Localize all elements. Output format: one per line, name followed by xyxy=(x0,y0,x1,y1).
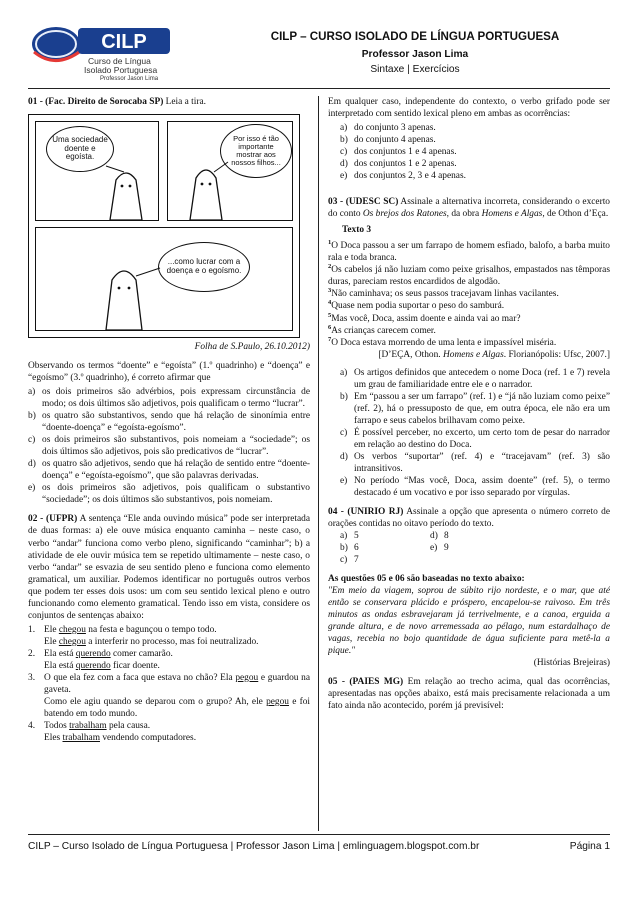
q04-option xyxy=(430,542,520,554)
sentence-2 xyxy=(44,696,310,720)
option-text: dos conjuntos 1 e 2 apenas. xyxy=(354,159,457,170)
text3-source-book: Homens e Algas xyxy=(442,349,504,360)
q04-option-row xyxy=(328,530,610,542)
underlined-verb: querendo xyxy=(75,648,111,659)
q01-intro-text: Leia a tira. xyxy=(165,97,206,107)
set-number: 3. xyxy=(28,672,36,683)
q03-intro-title: Os brejos dos Ratones xyxy=(362,209,447,220)
q02-head: 02 - (UFPR) xyxy=(28,514,78,525)
sentence-part: Eles xyxy=(44,733,63,743)
option-letter: e) xyxy=(340,171,348,182)
option-value: 5 xyxy=(354,531,359,542)
option-letter: d) xyxy=(430,531,438,542)
text3-lines xyxy=(328,240,610,348)
sentence-part: Como ele agiu quando se deparou com o grupo? Ah, ele xyxy=(44,696,267,707)
set-number: 4. xyxy=(28,720,36,731)
q05-body xyxy=(328,676,610,712)
line-text: O Doca estava morrendo de uma lenta e impassível miséria. xyxy=(331,337,557,348)
sentence-1 xyxy=(44,648,310,660)
q02-option xyxy=(328,122,610,134)
q02-cont-body: Em qualquer caso, independente do contexto, o verbo grifado pode ser interpretado com sentido lexical pleno em ambas as ocorrências: xyxy=(328,97,610,120)
q02-option xyxy=(328,134,610,146)
set-sentences xyxy=(44,672,310,720)
line-ref: 7 xyxy=(328,335,332,343)
sentence-part: Ela está xyxy=(44,660,76,671)
text3-line xyxy=(328,313,610,325)
q03-option xyxy=(328,427,610,451)
option-text: É possível perceber, no excerto, um certo tom de pesar do narrador em relação ao destino do Doca. xyxy=(354,427,610,450)
sentence-part: a interferir no processo, mas foi neutralizado. xyxy=(85,636,259,647)
underlined-verb: querendo xyxy=(75,660,111,671)
option-text: os dois primeiros são advérbios, pois expressam circunstância de modo; os dois últimos são adjetivos, pois qualificam o termo “lucrar”. xyxy=(42,387,310,410)
header-title: CILP – CURSO ISOLADO DE LÍNGUA PORTUGUESA xyxy=(270,30,560,43)
q01-intro xyxy=(28,96,310,108)
option-text: do conjunto 4 apenas. xyxy=(354,135,436,146)
underlined-verb: trabalham xyxy=(62,733,100,743)
q04-option xyxy=(430,530,520,542)
q01-option xyxy=(28,458,310,482)
q01-option xyxy=(28,482,310,506)
sentence-part: Ela está xyxy=(44,648,76,659)
sentence-set xyxy=(28,648,310,672)
q02-cont-options xyxy=(328,122,610,182)
sentence-set xyxy=(28,720,310,744)
option-text: Os artigos definidos que antecedem o nome Doca (ref. 1 e 7) revela um grau de familiaridade entre ele e o narrador. xyxy=(354,367,610,390)
set-sentences xyxy=(44,624,310,648)
text3-source xyxy=(328,349,610,361)
sentence-part: ficar doente. xyxy=(110,660,160,671)
set-number: 2. xyxy=(28,648,36,659)
underlined-verb: chegou xyxy=(58,624,86,635)
q05-quote: "Em meio da viagem, soprou de súbito rijo nordeste, e o mar, que até então se conservara plácido e próspero, encapelou-se raivoso. Em três minutos as ondas esbravejaram já terrivelmente, e a canoa, erguida a grande altura, e de novo arremessada ao pélago, num estardalhaço de vagas, recebia no bojo quantidade de água suficiente para metê-la a pique." xyxy=(328,586,610,657)
sentence-part: comer camarão. xyxy=(110,648,173,659)
line-ref: 4 xyxy=(328,299,332,307)
underlined-verb: pegou xyxy=(266,696,289,707)
page-header xyxy=(30,20,618,82)
text3-source-b: . Florianópolis: Ufsc, 2007.] xyxy=(503,349,610,360)
q05-body-text: Em relação ao trecho acima, qual das ocorrências, apresentadas nas opções abaixo, está mais precisamente relacionada a um fato ainda não acontecido, porém já previsível: xyxy=(328,677,610,712)
footer-text: CILP – Curso Isolado de Língua Portuguesa | Professor Jason Lima | emlinguagem.blogspot.com.br xyxy=(28,841,480,852)
option-letter: a) xyxy=(340,123,348,134)
comic-bubble-2: Por isso é tão importante mostrar aos nossos filhos... xyxy=(220,124,292,178)
underlined-verb: pegou xyxy=(235,672,259,683)
q03-intro xyxy=(328,196,610,220)
option-value: 6 xyxy=(354,543,359,554)
option-letter: a) xyxy=(340,367,348,378)
sentence-2 xyxy=(44,732,310,744)
line-text: Não caminhava; os seus passos tracejavam linhas vacilantes. xyxy=(331,289,559,300)
q03-intro-b: , da obra xyxy=(446,209,482,220)
character-icon xyxy=(36,228,293,331)
page-number: Página 1 xyxy=(569,841,610,852)
option-value: 7 xyxy=(354,555,359,566)
option-text: dos conjuntos 2, 3 e 4 apenas. xyxy=(354,171,466,182)
q04-options xyxy=(328,530,610,566)
option-letter: c) xyxy=(340,427,348,438)
text3-line xyxy=(328,325,610,337)
logo-wordmark: CILP xyxy=(101,31,147,53)
comic-panel-3 xyxy=(35,227,293,331)
text3-title: Texto 3 xyxy=(342,225,372,236)
option-letter: e) xyxy=(28,483,36,494)
option-letter xyxy=(430,554,444,566)
q04-option xyxy=(430,554,520,566)
option-letter: d) xyxy=(340,159,348,170)
q03-option xyxy=(328,451,610,475)
line-text: As crianças carecem comer. xyxy=(331,325,436,336)
q04-option-row xyxy=(328,554,610,566)
footer-divider xyxy=(28,834,610,835)
cilp-logo xyxy=(30,22,180,80)
q03-option xyxy=(328,367,610,391)
sentence-part: na festa e bagunçou o tempo todo. xyxy=(85,624,217,635)
q04-body xyxy=(328,506,610,530)
option-value: 8 xyxy=(444,531,449,542)
q02-body xyxy=(28,513,310,621)
q03-option xyxy=(328,475,610,499)
q03-intro-c: , de Othon d’Eça. xyxy=(542,209,609,220)
line-text: Quase nem podia suportar o peso do samburá. xyxy=(331,301,505,312)
column-divider xyxy=(318,96,319,831)
text3-source-a: [D’EÇA, Othon. xyxy=(378,349,443,360)
svg-text:Curso de Língua: Curso de Língua xyxy=(88,56,151,66)
option-letter: c) xyxy=(340,147,348,158)
line-ref: 5 xyxy=(328,311,332,319)
option-value: 9 xyxy=(444,543,449,554)
q02-option xyxy=(328,146,610,158)
line-ref: 3 xyxy=(328,287,332,295)
text3-line xyxy=(328,300,610,312)
line-text: Os cabelos já não luziam como peixe grisalhos, empastados nas têmporas duras, pareciam restos encardidos de algodão. xyxy=(328,265,610,288)
option-letter: b) xyxy=(340,543,348,554)
sentence-part: O que ela fez com a faca que estava no chão? Ela xyxy=(44,672,236,683)
q01-stem: Observando os termos “doente” e “egoísta” (1.º quadrinho) e “doença” e “egoísmo” (3.º quadrinho), é correto afirmar que xyxy=(28,361,310,384)
header-professor: Professor Jason Lima xyxy=(361,48,469,60)
q03-intro-a: Assinale a alternativa incorreta, considerando o excerto do conto xyxy=(328,197,610,220)
line-text: Mas você, Doca, assim doente e ainda vai ao mar? xyxy=(331,313,521,324)
set-sentences xyxy=(44,720,310,744)
q04-head: 04 - (UNIRIO RJ) xyxy=(328,506,404,517)
line-ref: 6 xyxy=(328,323,332,331)
text3-line xyxy=(328,240,610,264)
q03-intro-book: Homens e Algas xyxy=(481,209,543,220)
svg-text:Isolado Portuguesa: Isolado Portuguesa xyxy=(84,65,158,75)
svg-text:Professor Jason Lima: Professor Jason Lima xyxy=(100,76,159,80)
comic-bubble-1: Uma sociedade doente e egoísta. xyxy=(46,126,114,172)
right-column xyxy=(328,96,610,831)
option-letter: b) xyxy=(28,411,36,422)
q02-sets xyxy=(28,624,310,744)
option-text: Em “passou a ser um farrapo” (ref. 1) e “já não luziam como peixe” (ref. 2), há o pressuposto de que, em outra época, ele não era um farrapo e seus cabelos brilhavam como peixe. xyxy=(354,391,610,426)
page-footer xyxy=(28,840,610,853)
q05-quote-source: (Histórias Brejeiras) xyxy=(533,658,610,669)
line-ref: 1 xyxy=(328,239,332,247)
option-text: os quatro são substantivos, sendo que há relação de sinonímia entre “doente-doença” e “egoísta-egoísmo”. xyxy=(42,411,310,434)
q01-option xyxy=(28,386,310,410)
q01-head: 01 - (Fac. Direito de Sorocaba SP) xyxy=(28,97,164,107)
sentence-part: Todos xyxy=(44,720,70,731)
q01-option xyxy=(28,410,310,434)
header-subject: Sintaxe | Exercícios xyxy=(370,63,460,75)
sentence-1 xyxy=(44,672,310,696)
option-letter: b) xyxy=(340,135,348,146)
comic-bubble-3: ...como lucrar com a doença e o egoísmo. xyxy=(158,242,250,292)
option-letter: e) xyxy=(430,543,438,554)
sentence-part: e foi batendo em todo mundo. xyxy=(44,696,310,719)
q04-option xyxy=(340,530,430,542)
option-letter: a) xyxy=(340,531,348,542)
q04-option xyxy=(340,554,430,566)
sentence-part: vendendo computadores. xyxy=(99,733,197,743)
sentence-1 xyxy=(44,624,310,636)
option-text: do conjunto 3 apenas. xyxy=(354,123,436,134)
option-letter: e) xyxy=(340,475,348,486)
underlined-verb: chegou xyxy=(58,636,86,647)
option-letter: d) xyxy=(340,451,348,462)
option-letter: c) xyxy=(28,435,36,446)
option-letter: c) xyxy=(340,555,348,566)
sentence-1 xyxy=(44,720,310,732)
comic-panel-2 xyxy=(167,121,293,221)
option-letter: b) xyxy=(340,391,348,402)
sentence-2 xyxy=(44,636,310,648)
q02-option xyxy=(328,170,610,182)
q03-option xyxy=(328,391,610,427)
sentence-set xyxy=(28,672,310,720)
comic-panel-1 xyxy=(35,121,159,221)
header-titles xyxy=(195,20,635,76)
option-text: os dois primeiros são substantivos, pois nomeiam a “sociedade”; os dois últimos são adjetivos, pois são predicativos de “lucrar”. xyxy=(42,435,310,458)
q02-option xyxy=(328,158,610,170)
option-text: No período “Mas você, Doca, assim doente” (ref. 5), o termo destacado é um vocativo e por isso separado por vírgulas. xyxy=(354,475,610,498)
sentence-part: pela causa. xyxy=(106,720,151,731)
q04-option xyxy=(340,542,430,554)
option-text: os dois primeiros são adjetivos, pois qualificam o substantivo “sociedade”; os dois últimos são substantivos, pois nomeiam. xyxy=(42,483,310,506)
option-text: os quatro são adjetivos, sendo que há relação de sentido entre “doente-doença” e “egoísta-egoísmo”, que são palavras derivadas. xyxy=(42,459,310,482)
text3-line xyxy=(328,264,610,288)
q04-option-row xyxy=(328,542,610,554)
comic-credit: Folha de S.Paulo, 26.10.2012) xyxy=(194,342,310,353)
q01-option xyxy=(28,434,310,458)
option-letter: d) xyxy=(28,459,36,470)
comic-strip xyxy=(28,114,300,338)
q03-options xyxy=(328,367,610,499)
q02-body-text: A sentença “Ele anda ouvindo música” pode ser interpretada de duas formas: a) ele ouve música enquanto caminha – neste caso, o verbo “andar” funciona como verbo pleno, significando “caminhar”; b) a atividade de ele ouvir música tem se repetido ultimamente – neste caso, o verbo “andar” se esvazia de seu sentido pleno e funciona como elemento gramatical, um auxiliar. Podemos identificar no português outros verbos que podem ter esses dois usos: um com seu sentido lexical pleno e outro funcionando como elemento gramatical. Tendo isso em vista, considere os conjuntos de sentenças abaixo: xyxy=(28,514,310,621)
set-number: 1. xyxy=(28,624,36,635)
q01-options xyxy=(28,386,310,506)
sentence-set xyxy=(28,624,310,648)
sentence-part: e guardou na gaveta. xyxy=(44,672,310,695)
text3-line xyxy=(328,337,610,349)
sentence-part: Ele xyxy=(44,624,59,635)
sentence-part: Ele xyxy=(44,636,59,647)
left-column xyxy=(28,96,310,831)
underlined-verb: trabalham xyxy=(69,720,107,731)
character-icon xyxy=(36,122,159,221)
q03-head: 03 - (UDESC SC) xyxy=(328,197,399,208)
logo-graphic xyxy=(30,22,180,80)
option-text: dos conjuntos 1 e 4 apenas. xyxy=(354,147,457,158)
option-text: Os verbos “suportar” (ref. 4) e “tracejavam” (ref. 3) são intransitivos. xyxy=(354,451,610,474)
character-icon xyxy=(168,122,293,221)
line-text: O Doca passou a ser um farrapo de homem esfiado, balofo, a barba muito rala e toda branca. xyxy=(328,241,610,264)
header-divider xyxy=(28,88,610,89)
q04-body-text: Assinale a opção que apresenta o número correto de orações contidas no oitavo período do texto. xyxy=(328,506,610,529)
q05-head: 05 - (PAIES MG) xyxy=(328,677,404,688)
q05-lead: As questões 05 e 06 são baseadas no texto abaixo: xyxy=(328,574,525,585)
text3-line xyxy=(328,288,610,300)
option-letter: a) xyxy=(28,387,36,398)
set-sentences xyxy=(44,648,310,672)
sentence-2 xyxy=(44,660,310,672)
line-ref: 2 xyxy=(328,263,332,271)
